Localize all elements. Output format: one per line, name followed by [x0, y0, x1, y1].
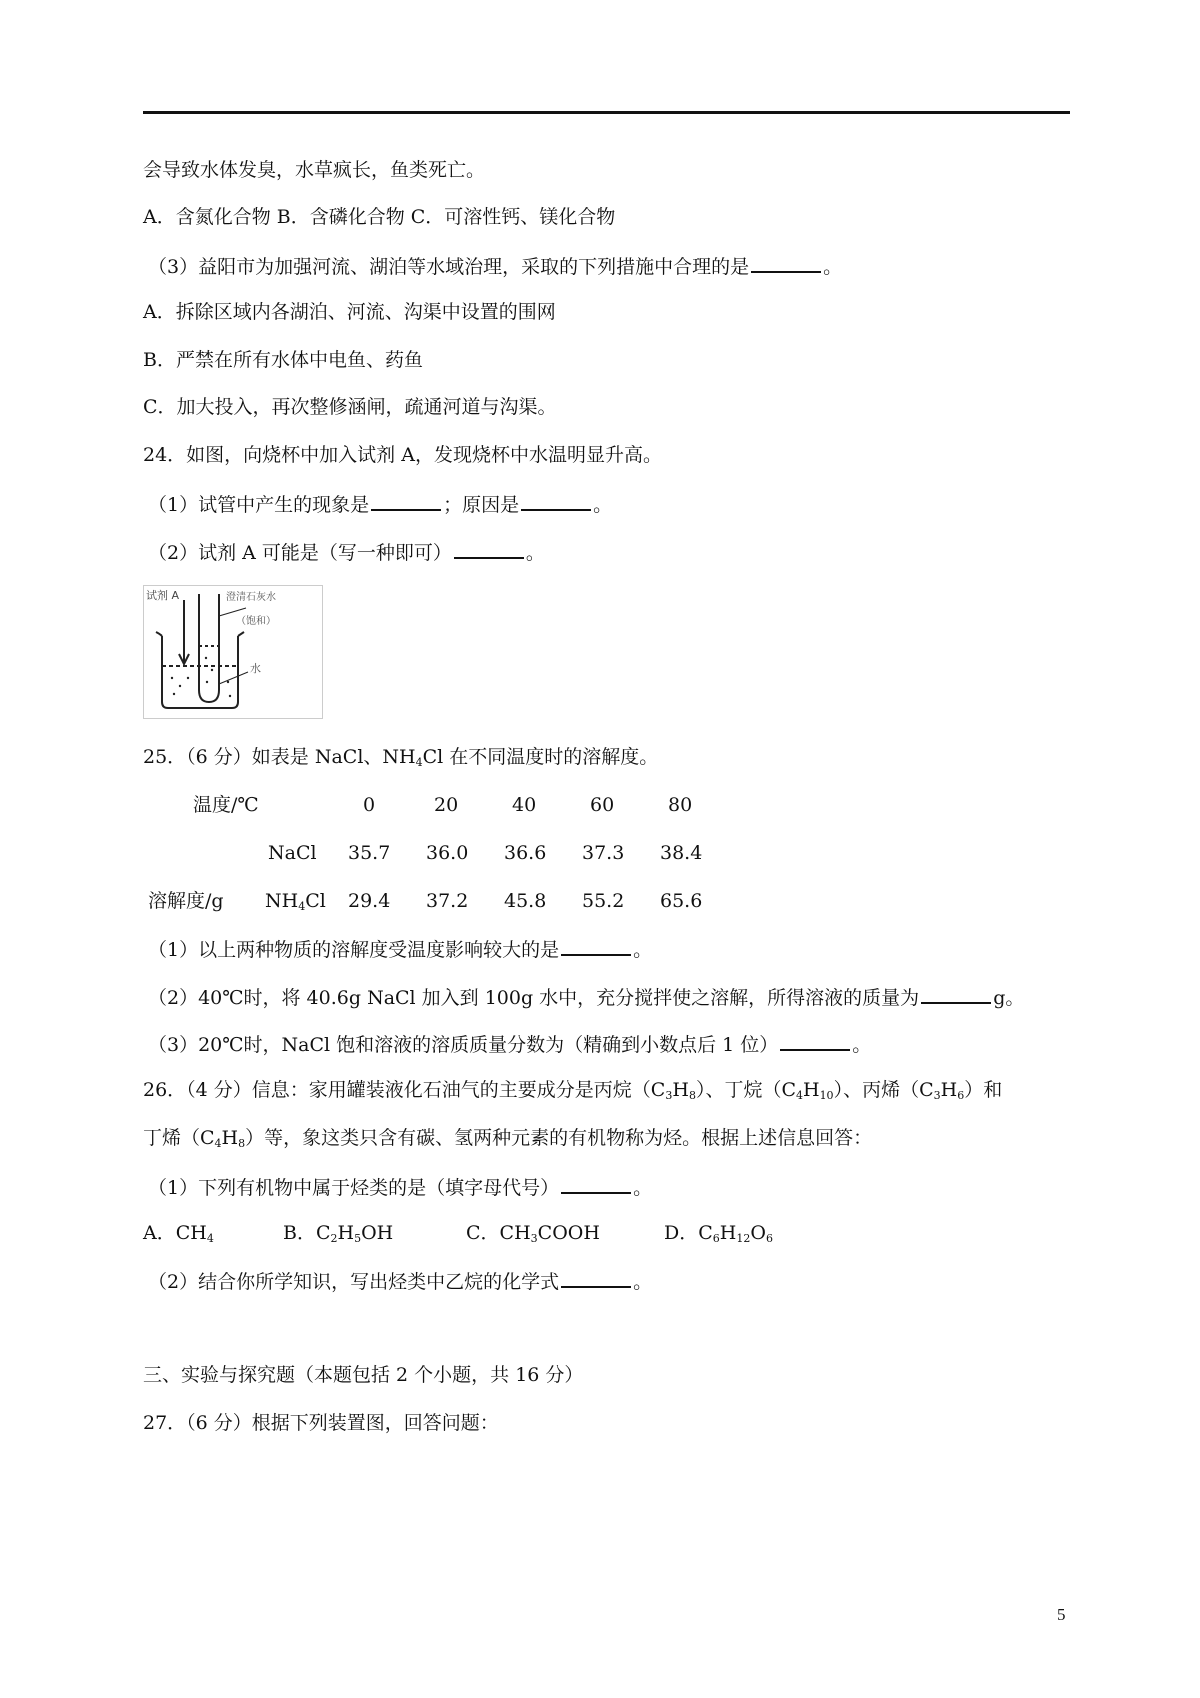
table-cell: 38.4: [660, 842, 703, 864]
question-24-2: （2）试剂 A 可能是（写一种即可） 。: [148, 539, 545, 565]
table-cell: 35.7: [348, 842, 391, 864]
option-c: C．加大投入，再次整修涵闸，疏通河道与沟渠。: [143, 396, 557, 418]
label-water: 水: [250, 662, 261, 675]
table-nh4cl-label: $NH_4Cl$: [265, 890, 326, 913]
answer-blank[interactable]: [454, 539, 524, 559]
option-a: A．$CH_4$: [143, 1222, 214, 1245]
option-a: A．拆除区域内各湖泊、河流、沟渠中设置的围网: [143, 301, 556, 323]
section-title: 三、实验与探究题（本题包括 2 个小题，共 16 分）: [143, 1364, 584, 1386]
beaker-figure: [143, 585, 323, 719]
table-cell: 37.2: [426, 890, 469, 912]
table-cell: 37.3: [582, 842, 625, 864]
page-number: 5: [1057, 1605, 1066, 1624]
table-temp: 0: [363, 794, 376, 816]
question-27: 27．（6 分）根据下列装置图，回答问题：: [143, 1412, 499, 1434]
answer-blank[interactable]: [921, 984, 991, 1004]
option-b: B．$C_2H_5OH$: [283, 1222, 394, 1245]
answer-blank[interactable]: [561, 1268, 631, 1288]
answer-blank[interactable]: [561, 1174, 631, 1194]
question-23-3: （3）益阳市为加强河流、湖泊等水域治理，采取的下列措施中合理的是 。: [148, 253, 842, 279]
answer-blank[interactable]: [751, 253, 821, 273]
question-25-3: （3）20℃时，NaCl 饱和溶液的溶质质量分数为（精确到小数点后 1 位） 。: [148, 1031, 871, 1057]
table-cell: 36.6: [504, 842, 547, 864]
table-row-label: 溶解度/g: [148, 890, 224, 912]
option-c: C．$CH_3COOH$: [466, 1222, 600, 1245]
table-cell: 65.6: [660, 890, 703, 912]
answer-blank[interactable]: [561, 936, 631, 956]
table-nacl-label: NaCl: [268, 842, 317, 864]
question-24: 24．如图，向烧杯中加入试剂 A，发现烧杯中水温明显升高。: [143, 444, 662, 466]
option-d: D．$C_6H_{12}O_6$: [664, 1222, 773, 1245]
label-saturated: （饱和）: [236, 616, 276, 627]
question-25-2: （2）40℃时，将 40.6g NaCl 加入到 100g 水中，充分搅拌使之溶解，所得溶液的质量为 g。: [148, 984, 1024, 1010]
table-temp: 20: [434, 794, 459, 816]
question-26-2: （2）结合你所学知识，写出烃类中乙烷的化学式 。: [148, 1268, 652, 1294]
question-26: 26．（4 分）信息：家用罐装液化石油气的主要成分是丙烷$(C_3H_8)$、丁烷$(C_4H_{10})$、丙烯$(C_3H_6)$和: [143, 1079, 1003, 1102]
option-b: B．严禁在所有水体中电鱼、药鱼: [143, 349, 423, 371]
question-26-1: （1）下列有机物中属于烃类的是（填字母代号） 。: [148, 1174, 652, 1200]
table-temp: 60: [590, 794, 615, 816]
beaker-test-tube-diagram: [144, 586, 322, 718]
label-reagent: 试剂 A: [146, 589, 180, 602]
options-q23-2: A．含氮化合物 B．含磷化合物 C．可溶性钙、镁化合物: [143, 206, 616, 228]
question-25-1: （1）以上两种物质的溶解度受温度影响较大的是 。: [148, 936, 652, 962]
question-25: 25．（6 分）如表是 NaCl、$NH_4Cl$ 在不同温度时的溶解度。: [143, 746, 659, 769]
table-temp: 80: [668, 794, 693, 816]
header-rule: [143, 111, 1070, 114]
question-26-cont: 丁烯$(C_4H_8)$等，象这类只含有碳、氢两种元素的有机物称为烃。根据上述信息回答：: [143, 1127, 873, 1150]
table-cell: 55.2: [582, 890, 625, 912]
answer-blank[interactable]: [521, 491, 591, 511]
question-24-1: （1）试管中产生的现象是 ；原因是 。: [148, 491, 612, 517]
options-q26: [143, 1221, 773, 1245]
answer-blank[interactable]: [780, 1031, 850, 1051]
table-temp: 40: [512, 794, 537, 816]
table-cell: 29.4: [348, 890, 391, 912]
text-line: 会导致水体发臭，水草疯长，鱼类死亡。: [143, 159, 486, 181]
table-cell: 45.8: [504, 890, 547, 912]
table-header-label: 温度/℃: [193, 794, 259, 816]
table-cell: 36.0: [426, 842, 469, 864]
answer-blank[interactable]: [371, 491, 441, 511]
label-solution: 澄清石灰水: [226, 592, 276, 603]
